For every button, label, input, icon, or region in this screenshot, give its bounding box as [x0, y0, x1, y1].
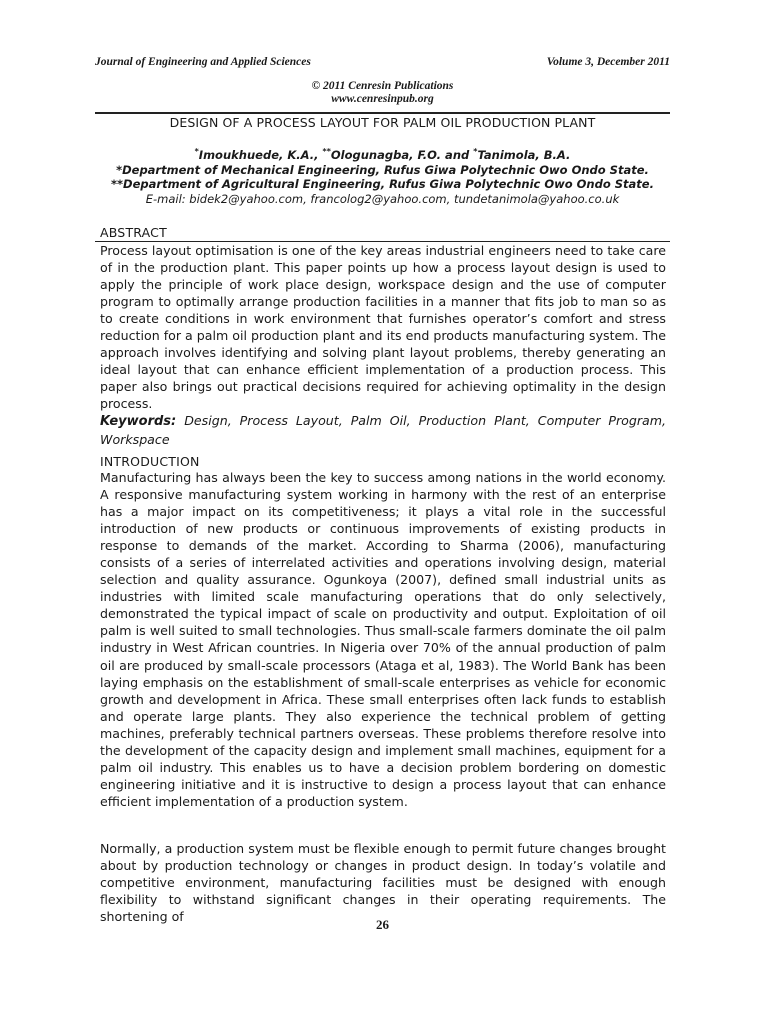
author-mark: **: [322, 147, 331, 157]
abstract-heading: ABSTRACT: [100, 225, 167, 240]
page-number: 26: [376, 917, 389, 932]
keywords-list: Design, Process Layout, Palm Oil, Production Plant, Computer Program, Workspace: [100, 413, 666, 447]
paper-title: DESIGN OF A PROCESS LAYOUT FOR PALM OIL PRODUCTION PLANT: [169, 115, 596, 130]
publisher-website: www.cenresinpub.org: [331, 93, 434, 105]
volume-info: Volume 3, December 2011: [546, 56, 670, 68]
running-header: [95, 56, 670, 72]
abstract-body: [100, 242, 666, 448]
publisher-block: [95, 80, 670, 106]
introduction-paragraph: Normally, a production system must be flexible enough to permit future changes brought about by production technology or changes in product design. In today’s volatile and competitive environment, manufacturing facilities must be designed with enough flexibility to withstand significant changes in their operating requirements. The shortening of: [100, 841, 666, 925]
author-names: [95, 148, 670, 163]
keywords-line: [100, 412, 666, 447]
affiliation: *Department of Mechanical Engineering, Rufus Giwa Polytechnic Owo Ondo State.: [116, 162, 649, 177]
abstract-text: Process layout optimisation is one of the key areas industrial engineers need to take care of in the production plant. This paper points up how a process layout design is used to apply the principle of work place design, workspace design and the use of computer program to optimally arrange production facilities in a manner that fits job to man so as to create conditions in work environment that furnishes operator’s comfort and stress reduction for a palm oil production plant and its end products manufacturing system. The approach involves identifying and solving plant layout problems, thereby generating an ideal layout that can enhance efficient implementation of a production process. This paper also brings out practical decisions required for achieving optimality in the design process.: [100, 243, 666, 412]
author-block: [95, 148, 670, 206]
introduction-paragraph: Manufacturing has always been the key to success among nations in the world economy. A responsive manufacturing system working in harmony with the rest of an enterprise has a major impact on its competitiveness; it plays a vital role in the successful introduction of new products or continuous improvements of existing products in response to demands of the market. According to Sharma (2006), manufacturing consists of a series of interrelated activities and operations involving design, material selection and quality assurance. Ogunkoya (2007), defined small industrial units as industries with limited scale manufacturing operations that do only selectively, demonstrated the typical impact of scale on productivity and output. Exploitation of oil palm is well suited to small technologies. Thus small-scale farmers dominate the oil palm industry in West African countries. In Nigeria over 70% of the annual production of palm oil are produced by small-scale processors (Ataga et al, 1983). The World Bank has been laying emphasis on the establishment of small-scale enterprises as vehicle for economic growth and development in Africa. These small enterprises often lack funds to establish and operate large plants. They also experience the technical problem of getting machines, preferably technical partners overseas. These problems therefore resolve into the development of the capacity design and implement small machines, equipment for a palm oil industry. This enables us to have a decision problem bordering on domestic engineering initiative and it is instructive to design a process layout that can enhance efficient implementation of a production system.: [100, 470, 666, 809]
introduction-body-continued: [100, 840, 666, 925]
introduction-heading: INTRODUCTION: [100, 454, 200, 469]
author-name: Tanimola, B.A.: [477, 148, 571, 162]
author-name: Imoukhuede, K.A.,: [198, 148, 323, 162]
title-divider: [95, 112, 670, 114]
journal-name: Journal of Engineering and Applied Sciences: [95, 56, 311, 68]
author-mark: *: [473, 147, 478, 157]
author-mark: *: [194, 147, 199, 157]
affiliation: **Department of Agricultural Engineering, Rufus Giwa Polytechnic Owo Ondo State.: [111, 177, 654, 191]
introduction-body: [100, 469, 666, 810]
author-name: Ologunagba, F.O. and: [330, 148, 474, 162]
keywords-label: Keywords:: [100, 414, 177, 430]
copyright-line: © 2011 Cenresin Publications: [311, 80, 454, 92]
author-emails: E-mail: bidek2@yahoo.com, francolog2@yahoo.com, tundetanimola@yahoo.co.uk: [145, 191, 620, 206]
